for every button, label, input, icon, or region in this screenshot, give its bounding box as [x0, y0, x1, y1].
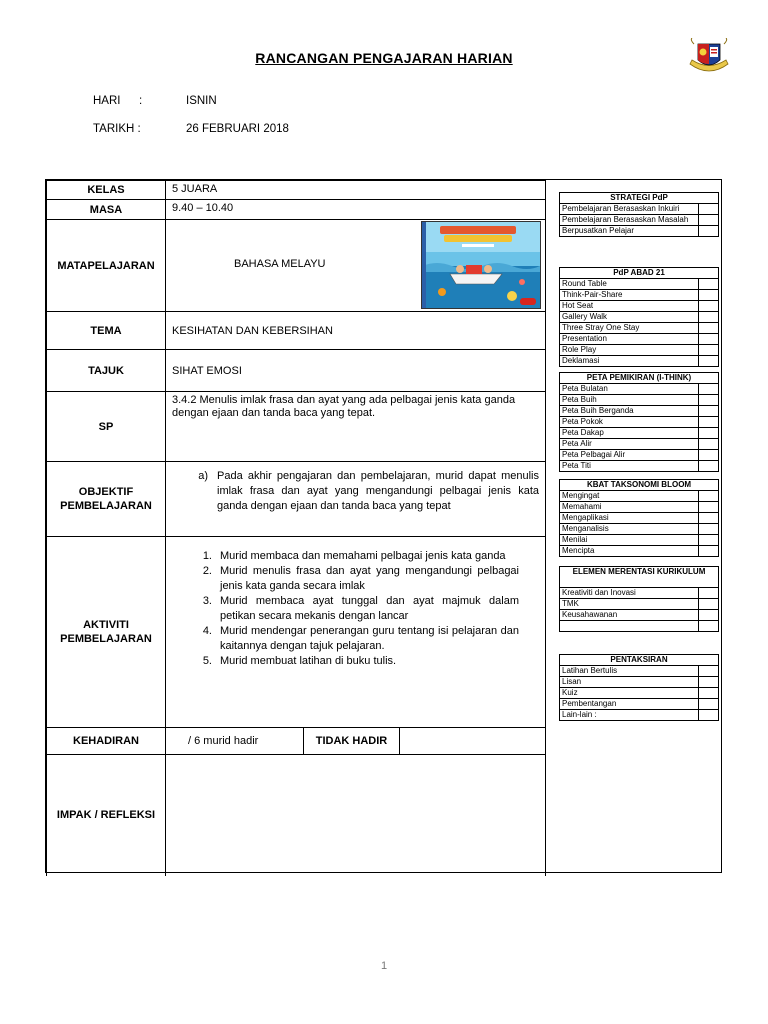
aktiviti-item: 3. Murid membaca ayat tunggal dan ayat majmuk dalam petikan secara mekanis dengan lancar	[202, 595, 519, 622]
masa-label: MASA	[47, 200, 166, 220]
strategi-item: Pembelajaran Berasaskan Masalah	[560, 215, 699, 226]
impak-value	[166, 755, 546, 876]
kbat-checkbox[interactable]	[699, 502, 719, 513]
tema-label: TEMA	[47, 312, 166, 350]
sp-label: SP	[47, 392, 166, 462]
tajuk-value: SIHAT EMOSI	[166, 350, 546, 392]
objektif-cell	[166, 462, 546, 537]
objektif-label: OBJEKTIF PEMBELAJARAN	[47, 462, 166, 537]
peta-item: Peta Pelbagai Alir	[560, 450, 699, 461]
aktiviti-item: 4. Murid mendengar penerangan guru tentang isi pelajaran dan kaitannya dengan tajuk pelajaran.	[202, 625, 519, 652]
aktiviti-item: 1. Murid membaca dan memahami pelbagai jenis kata ganda	[202, 550, 506, 562]
abad21-section	[559, 267, 719, 367]
strategi-table	[559, 192, 719, 237]
elemen-item: Keusahawanan	[560, 610, 699, 621]
peta-item: Peta Dakap	[560, 428, 699, 439]
abad21-checkbox[interactable]	[699, 301, 719, 312]
peta-item: Peta Alir	[560, 439, 699, 450]
kbat-item: Memahami	[560, 502, 699, 513]
elemen-checkbox[interactable]	[699, 621, 719, 632]
strategi-checkbox[interactable]	[699, 215, 719, 226]
peta-item: Peta Titi	[560, 461, 699, 472]
strategi-section	[559, 192, 719, 237]
kbat-checkbox[interactable]	[699, 524, 719, 535]
hari-colon: :	[139, 95, 143, 107]
impak-label: IMPAK / REFLEKSI	[47, 755, 166, 876]
elemen-checkbox[interactable]	[699, 610, 719, 621]
kbat-item: Mengingat	[560, 491, 699, 502]
peta-checkbox[interactable]	[699, 450, 719, 461]
kbat-item: Mengaplikasi	[560, 513, 699, 524]
objektif-text: Pada akhir pengajaran dan pembelajaran, murid dapat menulis imlak frasa dan ayat yang mengandungi pelbagai jenis kata ganda dengan ejaan dan tanda baca yang tepat	[217, 470, 539, 512]
pentaksiran-item: Latihan Bertulis	[560, 666, 699, 677]
pentaksiran-section	[559, 654, 719, 721]
peta-section	[559, 372, 719, 472]
school-crest-logo	[686, 38, 732, 78]
textbook-cover-image	[421, 221, 541, 309]
masa-value: 9.40 – 10.40	[166, 200, 546, 220]
tidak-hadir-value	[400, 728, 546, 755]
pentaksiran-checkbox[interactable]	[699, 699, 719, 710]
lesson-plan-frame	[45, 179, 722, 873]
peta-title: PETA PEMIKIRAN (I-THINK)	[560, 373, 719, 384]
aktiviti-cell	[166, 537, 546, 728]
elemen-item: Kreativiti dan Inovasi	[560, 588, 699, 599]
tema-value: KESIHATAN DAN KEBERSIHAN	[166, 312, 546, 350]
kehadiran-value: / 6 murid hadir	[166, 728, 304, 755]
abad21-title: PdP ABAD 21	[560, 268, 719, 279]
strategi-title: STRATEGI PdP	[560, 193, 719, 204]
matapelajaran-label: MATAPELAJARAN	[47, 220, 166, 312]
kbat-section	[559, 479, 719, 557]
pentaksiran-item: Pembentangan	[560, 699, 699, 710]
peta-checkbox[interactable]	[699, 395, 719, 406]
abad21-checkbox[interactable]	[699, 323, 719, 334]
strategi-checkbox[interactable]	[699, 204, 719, 215]
peta-item: Peta Pokok	[560, 417, 699, 428]
aktiviti-item: 2. Murid menulis frasa dan ayat yang mengandungi pelbagai jenis kata ganda secara imlak	[202, 565, 519, 592]
peta-checkbox[interactable]	[699, 406, 719, 417]
abad21-item: Hot Seat	[560, 301, 699, 312]
abad21-checkbox[interactable]	[699, 345, 719, 356]
abad21-item: Gallery Walk	[560, 312, 699, 323]
page-title: RANCANGAN PENGAJARAN HARIAN	[255, 50, 513, 66]
pentaksiran-checkbox[interactable]	[699, 710, 719, 721]
tidak-hadir-label: TIDAK HADIR	[304, 728, 400, 755]
abad21-checkbox[interactable]	[699, 290, 719, 301]
kehadiran-label: KEHADIRAN	[47, 728, 166, 755]
kbat-checkbox[interactable]	[699, 491, 719, 502]
peta-checkbox[interactable]	[699, 417, 719, 428]
pentaksiran-checkbox[interactable]	[699, 677, 719, 688]
kbat-checkbox[interactable]	[699, 546, 719, 557]
kbat-checkbox[interactable]	[699, 535, 719, 546]
objektif-marker: a)	[198, 470, 208, 482]
peta-table	[559, 372, 719, 472]
pentaksiran-checkbox[interactable]	[699, 666, 719, 677]
abad21-checkbox[interactable]	[699, 334, 719, 345]
peta-checkbox[interactable]	[699, 439, 719, 450]
pentaksiran-title: PENTAKSIRAN	[560, 655, 719, 666]
abad21-checkbox[interactable]	[699, 312, 719, 323]
abad21-table	[559, 267, 719, 367]
hari-label: HARI	[93, 95, 121, 107]
kbat-item: Menganalisis	[560, 524, 699, 535]
abad21-checkbox[interactable]	[699, 356, 719, 367]
pentaksiran-item: Kuiz	[560, 688, 699, 699]
abad21-item: Role Play	[560, 345, 699, 356]
strategi-item: Pembelajaran Berasaskan Inkuiri	[560, 204, 699, 215]
pentaksiran-item: Lisan	[560, 677, 699, 688]
kbat-checkbox[interactable]	[699, 513, 719, 524]
elemen-table	[559, 566, 719, 632]
kelas-label: KELAS	[47, 181, 166, 200]
strategi-item: Berpusatkan Pelajar	[560, 226, 699, 237]
elemen-checkbox[interactable]	[699, 599, 719, 610]
abad21-checkbox[interactable]	[699, 279, 719, 290]
elemen-section	[559, 566, 719, 632]
abad21-item: Think-Pair-Share	[560, 290, 699, 301]
sp-value: 3.4.2 Menulis imlak frasa dan ayat yang ada pelbagai jenis kata ganda dengan ejaan dan tanda baca yang tepat.	[166, 392, 546, 462]
kbat-item: Mencipta	[560, 546, 699, 557]
aktiviti-label: AKTIVITI PEMBELAJARAN	[47, 537, 166, 728]
kbat-table	[559, 479, 719, 557]
elemen-item: TMK	[560, 599, 699, 610]
kelas-value: 5 JUARA	[166, 181, 546, 200]
abad21-item: Round Table	[560, 279, 699, 290]
tajuk-label: TAJUK	[47, 350, 166, 392]
aktiviti-item: 5. Murid membuat latihan di buku tulis.	[202, 655, 397, 667]
peta-checkbox[interactable]	[699, 461, 719, 472]
aktiviti-list	[186, 549, 519, 669]
abad21-item: Presentation	[560, 334, 699, 345]
pentaksiran-table	[559, 654, 719, 721]
tarikh-label: TARIKH :	[93, 123, 141, 135]
elemen-checkbox[interactable]	[699, 588, 719, 599]
tarikh-value: 26 FEBRUARI 2018	[186, 123, 289, 135]
hari-value: ISNIN	[186, 95, 217, 107]
pentaksiran-item: Lain-lain :	[560, 710, 699, 721]
kbat-item: Menilai	[560, 535, 699, 546]
kbat-title: KBAT TAKSONOMI BLOOM	[560, 480, 719, 491]
strategi-checkbox[interactable]	[699, 226, 719, 237]
abad21-item: Deklamasi	[560, 356, 699, 367]
pentaksiran-checkbox[interactable]	[699, 688, 719, 699]
peta-item: Peta Buih	[560, 395, 699, 406]
peta-checkbox[interactable]	[699, 428, 719, 439]
peta-checkbox[interactable]	[699, 384, 719, 395]
page-number: 1	[380, 960, 388, 972]
peta-item: Peta Bulatan	[560, 384, 699, 395]
peta-item: Peta Buih Berganda	[560, 406, 699, 417]
elemen-title: ELEMEN MERENTASI KURIKULUM	[560, 567, 719, 588]
elemen-item	[560, 621, 699, 632]
matapelajaran-value: BAHASA MELAYU	[234, 258, 326, 270]
abad21-item: Three Stray One Stay	[560, 323, 699, 334]
